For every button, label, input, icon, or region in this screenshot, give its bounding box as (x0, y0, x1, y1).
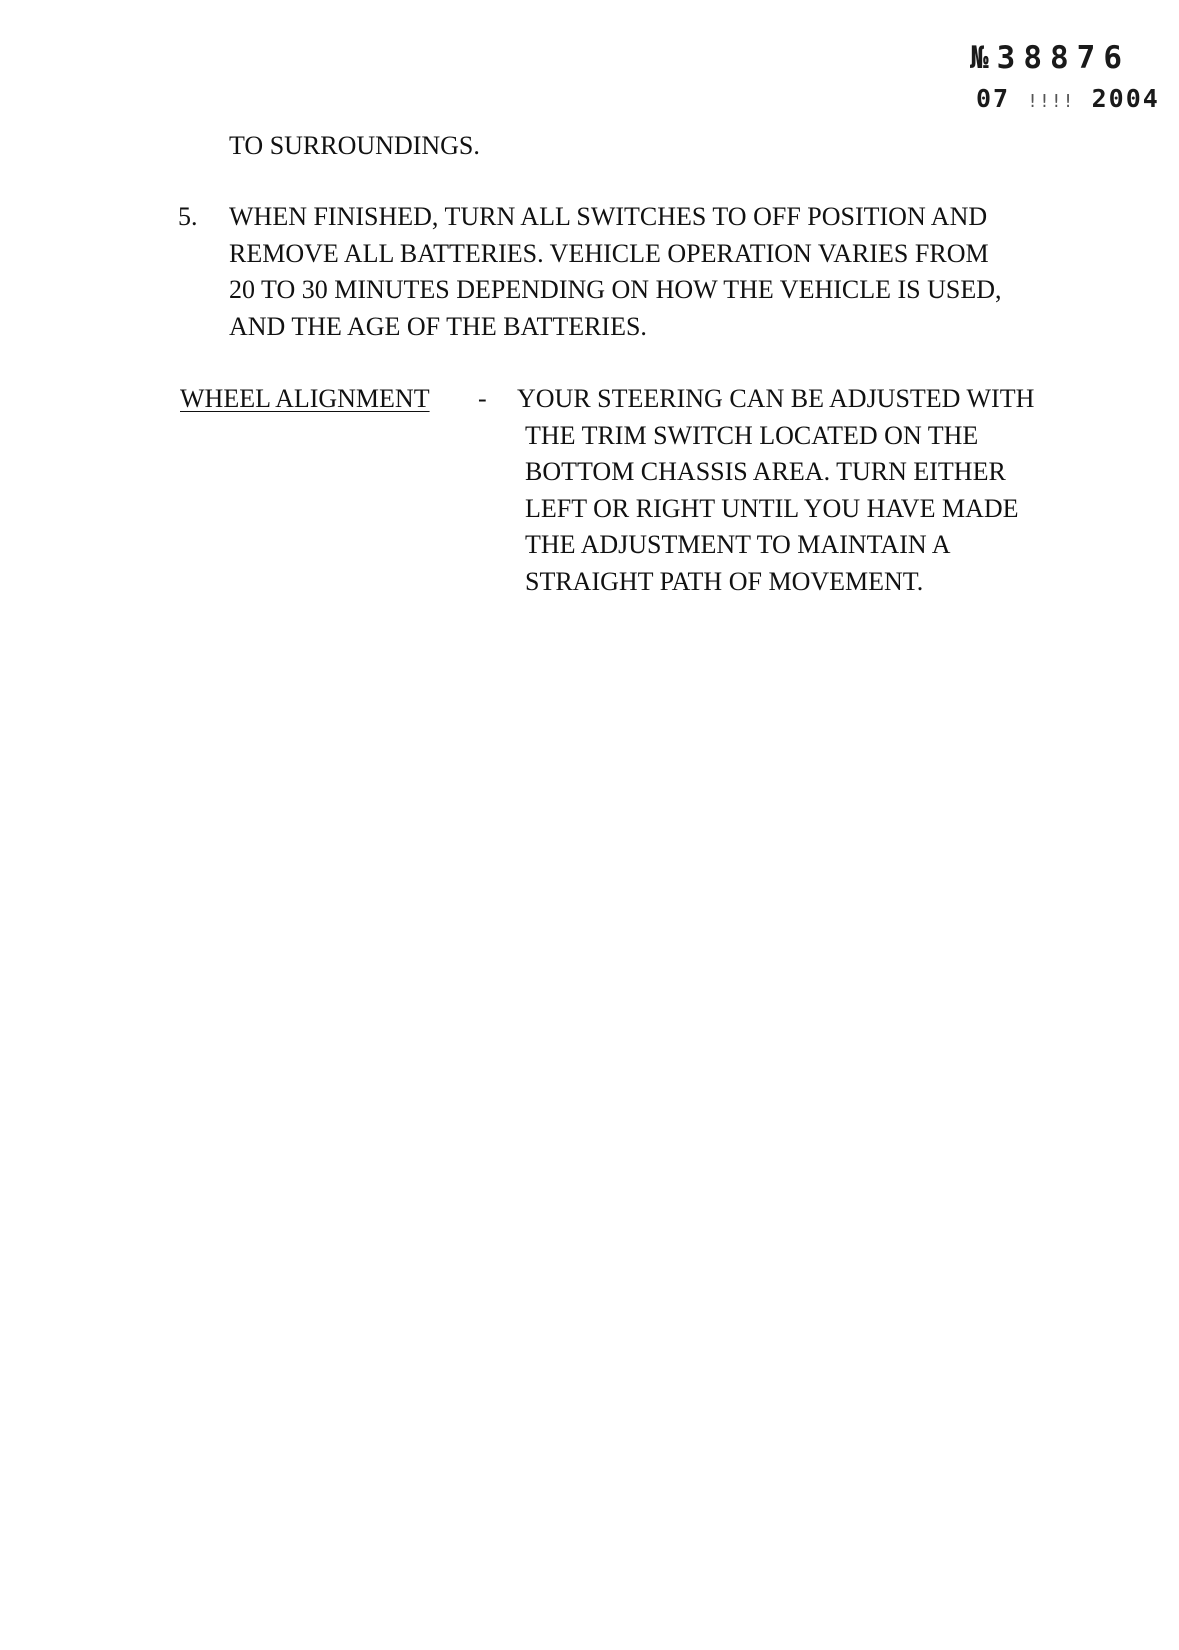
stamp-date-year: 2004 (1091, 84, 1160, 113)
stamp-number: №38876 (970, 40, 1130, 76)
stamp-date-day: 07 (976, 84, 1011, 113)
list-item-line: REMOVE ALL BATTERIES. VEHICLE OPERATION VARIES FROM (229, 238, 989, 268)
stamp-date (976, 84, 1160, 113)
wheel-alignment-line: THE ADJUSTMENT TO MAINTAIN A (525, 530, 951, 559)
list-item-line: 20 TO 30 MINUTES DEPENDING ON HOW THE VEHICLE IS USED, (229, 275, 1002, 304)
heading-separator: - (478, 384, 487, 413)
list-item-number: 5. (178, 202, 198, 231)
stamp-date-month: !!!! (1027, 91, 1075, 112)
section-heading-wheel-alignment: WHEEL ALIGNMENT (180, 384, 430, 413)
wheel-alignment-text (525, 418, 1019, 601)
continuation-text: TO SURROUNDINGS. (229, 131, 480, 160)
wheel-alignment-line: LEFT OR RIGHT UNTIL YOU HAVE MADE (525, 493, 1019, 523)
list-item-line: AND THE AGE OF THE BATTERIES. (229, 311, 647, 341)
wheel-alignment-line: THE TRIM SWITCH LOCATED ON THE (525, 420, 979, 450)
wheel-alignment-line: BOTTOM CHASSIS AREA. TURN EITHER (525, 457, 1006, 486)
wheel-alignment-line: STRAIGHT PATH OF MOVEMENT. (525, 566, 924, 596)
list-item-text (229, 199, 1002, 345)
list-item-line: WHEN FINISHED, TURN ALL SWITCHES TO OFF POSITION AND (229, 202, 988, 231)
wheel-alignment-text-first-line: YOUR STEERING CAN BE ADJUSTED WITH (517, 384, 1035, 413)
